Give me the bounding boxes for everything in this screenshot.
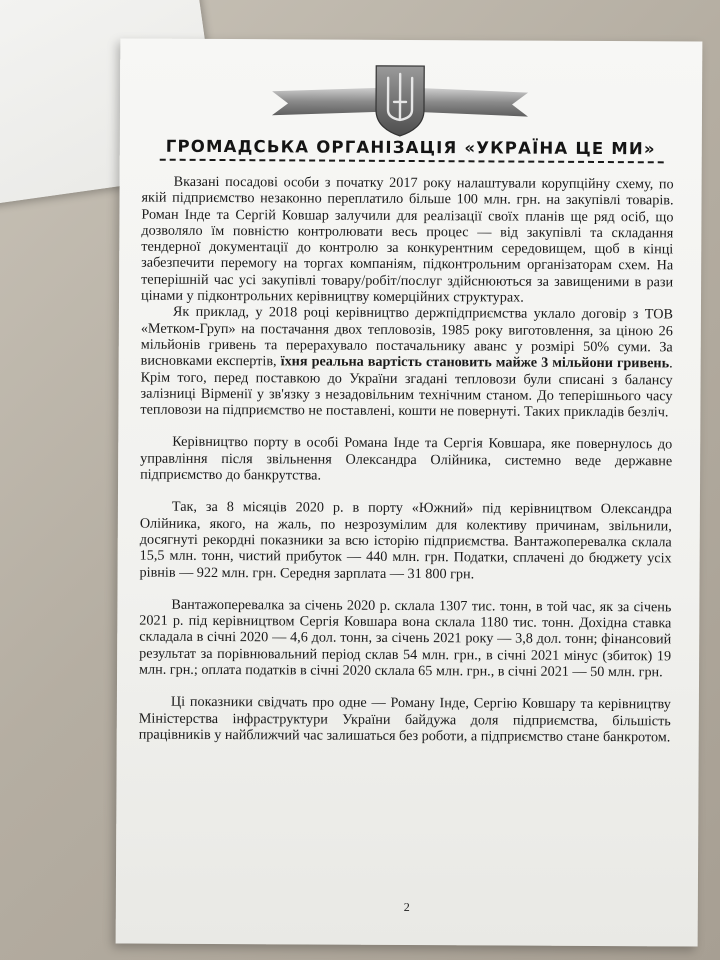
page-number: 2 [403,899,410,915]
paragraph-2-text-end: . Крім того, перед поставкою до України згадані тепловози були списані з балансу залізниці Вірменії у зв'язку з незадовільним технічним станом. До теперішнього часу тепловози на підприємство не поставлені, кошти не повернуті. Таких прикладів безліч. [140,355,673,421]
organization-title: ГРОМАДСЬКА ОРГАНІЗАЦІЯ «УКРАЇНА ЦЕ МИ» [165,136,656,159]
paragraph-2 [140,304,673,421]
document-body [139,174,674,746]
paragraph-5: Вантажоперевалка за січень 2020 р. склала 1307 тис. тонн, в той час, як за січень 2021 р. під керівництвом Сергія Ковшара вона склала 1180 тис. тонн. Дохідна ставка складала в січні 2020 — 4,6 дол. тонн, за січень 2021 року — 3,8 дол. тонн; фінансовий результат за порівнювальний період склав 54 млн. грн., в січні 2021 мінус (збиток) 19 млн. грн.; оплата податків в січні 2020 склала 65 млн. грн., в січні 2021 — 50 млн. грн. [139,596,672,681]
document-page [116,38,703,946]
paragraph-1: Вказані посадові особи з початку 2017 року налаштували корупційну схему, по якій підприємство незаконно переплатило більше 100 млн. грн. на закупівлі товарів. Роман Інде та Сергій Ковшар залучили для реалізації своїх планів ще ряд осіб, що дозволяло їм повністю контролювати весь процес — від закупівлі та складання тендерної документації до контролю за конкурентним середовищем, щоб в кінці забезпечити перемогу на торгах компаніям, підконтрольним організаторам схем. На теперішній час усі закупівлі товару/робіт/послуг здійснюються за завищеними в рази цінами у підконтрольних керівництву комерційних структурах. [140,173,674,306]
paragraph-2-bold-text: їхня реальна вартість становить майже 3 мільйони гривень [280,353,670,372]
tryzub-emblem-with-ribbon-icon [270,61,530,138]
dashed-divider [160,159,664,164]
paragraph-6: Ці показники свідчать про одне — Роману Інде, Сергію Ковшару та керівництву Міністерства інфраструктури України байдужа доля підприємства, більшість працівників у найближчий час залишаться без роботи, а підприємство стане банкротом. [138,694,671,746]
paragraph-3: Керівництво порту в особі Романа Інде та Сергія Ковшара, яке повернулось до управління після звільнення Олександра Олійника, системно веде державне підприємство до банкрутства. [140,434,673,484]
paragraph-2-text-start: Як приклад, у 2018 році керівництво держпідприємства уклало договір з ТОВ «Метком-Груп» на постачання двох тепловозів, 1985 року виготовлення, за ціною 26 мільйонів гривень та перерахувало постачальнику аванс у розмірі 50% суми. За висновками експертів, [140,304,673,370]
paragraph-4: Так, за 8 місяців 2020 р. в порту «Южний» під керівництвом Олександра Олійника, якого, на жаль, по незрозумілим для колективу причинам, звільнили, досягнуті рекордні показники за всю історію підприємства. Вантажоперевалка склала 15,5 млн. тонн, чистий прибуток — 440 млн. грн. Податки, сплачені до бюджету усіх рівнів — 922 млн. грн. Середня зарплата — 31 800 грн. [139,499,672,582]
